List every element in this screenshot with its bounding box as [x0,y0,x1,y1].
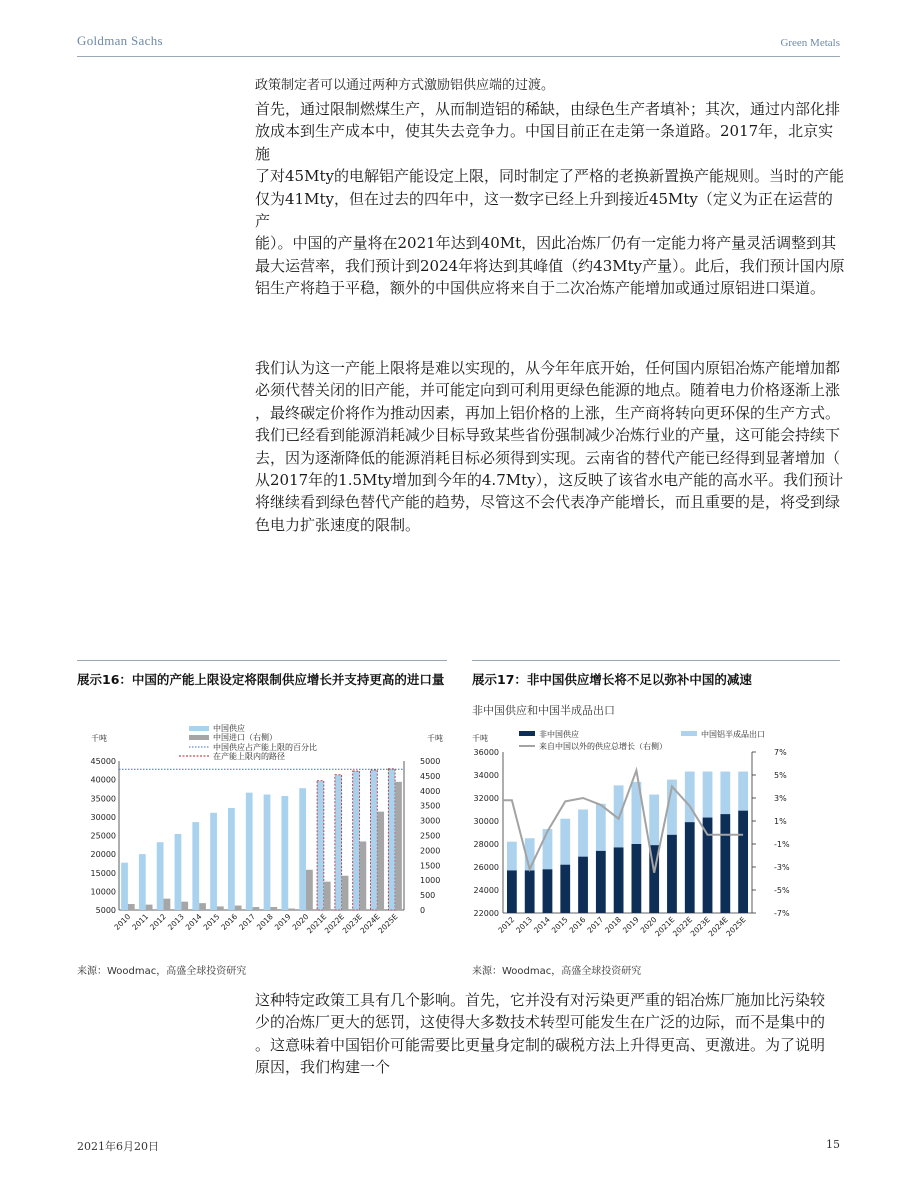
supply-bar [157,842,164,910]
right-tick-label: 1000 [420,876,441,886]
x-tick-label: 2012 [148,912,168,932]
left-unit-label: 千吨 [91,734,107,743]
legend-label: 在产能上限内的路径 [213,752,285,761]
right-tick-label: 4500 [420,771,441,781]
supply-bar [720,814,730,913]
supply-bar [543,869,553,913]
import-bar [217,906,224,910]
supply-bar [175,834,182,910]
import-bar [199,903,206,910]
chart16-source: 来源：Woodmac，高盛全球投资研究 [77,966,247,977]
semis-bar [703,772,713,818]
import-bar [306,870,313,910]
right-unit-label: 千吨 [427,734,443,743]
left-tick-label: 34000 [473,771,499,780]
x-tick-label: 2010 [112,912,133,932]
x-tick-label: 2019 [620,915,641,935]
supply-bar [388,769,395,910]
semis-bar [649,795,659,846]
supply-bar [525,870,535,913]
brand-name: Goldman Sachs [77,33,163,48]
x-tick-label: 2024E [358,912,382,936]
line: 最大运营率，我们预计到2024年将达到其峰值（约43Mty产量）。此后，我们预计国内原 [255,256,845,275]
x-tick-label: 2018 [254,912,275,932]
semis-bar [685,772,695,823]
left-tick-label: 32000 [473,794,499,803]
import-bar [359,841,366,910]
legend-label: 中国进口（右侧） [213,733,277,742]
line: 放成本到生产成本中，使其失去竞争力。中国目前正在走第一条道路。2017年，北京实施 [255,122,834,163]
x-tick-label: 2013 [165,912,186,932]
left-tick-label: 28000 [473,840,499,849]
supply-bar [614,847,624,913]
semis-bar [560,819,570,865]
right-tick-label: 4000 [420,786,441,796]
paragraph-1 [255,98,845,300]
right-tick-label: 2000 [420,846,441,856]
supply-bar [507,870,517,913]
left-tick-label: 30000 [473,817,499,826]
section-name: Green Metals [780,37,840,49]
line: 必须代替关闭的旧产能，并可能定向到可利用更绿色能源的地点。随着电力价格逐渐上涨 [255,381,841,400]
supply-bar [632,844,642,913]
right-tick-label: 5% [774,771,787,780]
line: 将继续看到绿色替代产能的趋势，尽管这不会代表净产能增长，而且重要的是，将受到绿 [255,493,841,512]
supply-bar [299,788,306,910]
line: 这种特定政策工具有几个影响。首先，它并没有对污染更严重的铝冶炼厂施加比污染较 [255,991,826,1009]
line: 去，因为逐渐降低的能源消耗目标必须得到实现。云南省的替代产能已经得到显著增加（ [255,448,841,467]
x-tick-label: 2016 [567,915,588,935]
right-tick-label: 3000 [420,816,441,826]
import-bar [164,899,171,910]
line: 仅为41Mty，但在过去的四年中，这一数字已经上升到接近45Mty（定义为正在运营的产 [255,189,833,231]
supply-bar [281,796,288,910]
left-unit-label: 千吨 [472,734,488,743]
paragraph-3 [255,989,845,1079]
legend-swatch-imports [189,735,209,740]
line: 原因，我们构建一个 [255,1058,391,1077]
x-tick-label: 2021E [305,912,329,936]
chart17-subtitle: 非中国供应和中国半成品出口 [472,704,615,717]
right-tick-label: 500 [420,891,436,901]
line: 少的冶炼厂更大的惩罚，这使得大多数技术转型可能发生在广泛的边际，而不是集中的 [255,1013,826,1032]
x-tick-label: 2012 [496,915,517,935]
semis-bar [738,772,748,811]
legend-label: 中国供应 [213,724,245,733]
page-number: 15 [826,1138,840,1151]
x-tick-label: 2021E [653,915,677,939]
supply-bar [738,811,748,913]
legend-label: 非中国供应 [539,730,579,739]
chart17-source: 来源：Woodmac，高盛全球投资研究 [472,966,642,977]
chart17-canvas [472,718,842,958]
legend-label: 中国铝半成品出口 [701,730,765,739]
line: ，最终碳定价将作为推动因素，再加上铝价格的上涨，生产商将转向更环保的生产方式。 [255,403,841,422]
import-bar [342,876,349,910]
import-bar [324,882,331,910]
line: 铝生产将趋于平稳，额外的中国供应将来自于二次冶炼产能增加或通过原铝进口渠道。 [255,279,826,298]
x-tick-label: 2015 [549,915,570,935]
line: 。这意味着中国铝价可能需要比更量身定制的碳税方法上升得更高、更激进。为了说明 [255,1035,826,1054]
right-tick-label: -3% [774,863,790,872]
right-tick-label: 5000 [420,757,441,766]
legend-swatch-supply [519,731,535,736]
left-tick-label: 24000 [473,886,499,895]
x-tick-label: 2025E [724,915,748,939]
right-tick-label: 1500 [420,861,441,871]
import-bar [181,902,188,910]
semis-bar [720,772,730,815]
x-tick-label: 2023E [688,915,712,939]
x-tick-label: 2025E [376,912,400,936]
right-tick-label: -1% [774,840,790,849]
left-tick-label: 45000 [90,757,116,766]
supply-bar [353,771,360,910]
x-tick-label: 2014 [532,915,552,935]
import-bar [270,907,277,910]
right-tick-label: 0 [420,906,426,915]
x-tick-label: 2024E [706,915,730,939]
import-bar [128,904,135,910]
supply-bar [246,793,253,910]
x-tick-label: 2016 [219,912,240,932]
supply-bar [264,795,271,910]
right-tick-label: 3% [774,794,787,803]
right-tick-label: 2500 [420,831,441,841]
legend-swatch-supply [189,726,209,731]
supply-bar [192,822,199,910]
import-bar [253,907,260,910]
supply-bar [667,835,677,913]
x-tick-label: 2020 [638,915,659,935]
x-tick-label: 2017 [585,915,606,935]
supply-bar [703,818,713,913]
left-tick-label: 15000 [90,868,116,878]
x-tick-label: 2015 [201,912,222,932]
semis-bar [596,804,606,851]
x-tick-label: 2022E [322,912,347,936]
left-tick-label: 10000 [90,887,116,897]
x-tick-label: 2019 [272,912,293,932]
left-tick-label: 5000 [95,906,116,915]
supply-bar [210,813,217,910]
left-tick-label: 35000 [90,794,116,804]
left-tick-label: 26000 [473,863,499,872]
line: 从2017年的1.5Mty增加到今年的4.7Mty），这反映了该省水电产能的高水平。我们预计 [255,471,844,490]
chart16-title: 展示16：中国的产能上限设定将限制供应增长并支持更高的进口量 [77,672,445,687]
x-tick-label: 2017 [237,912,258,932]
line: 色电力扩张速度的限制。 [255,515,421,534]
legend-swatch-semis [681,731,697,736]
legend-label: 来自中国以外的供应总增长（右侧） [539,742,667,751]
supply-bar [685,822,695,913]
line: 我们认为这一产能上限将是难以实现的，从今年年底开始，任何国内原铝冶炼产能增加都 [255,359,841,377]
line: 我们已经看到能源消耗减少目标导致某些省份强制减少冶炼行业的产量，这可能会持续下 [255,426,841,445]
line: 能）。中国的产量将在2021年达到40Mt，因此冶炼厂仍有一定能力将产量灵活调整到其 [255,234,837,253]
left-tick-label: 20000 [90,850,116,860]
import-bar [235,906,242,910]
supply-bar [371,770,378,910]
supply-bar [578,857,588,913]
legend-label: 中国供应占产能上限的百分比 [213,743,317,752]
right-tick-label: -7% [774,909,790,918]
right-tick-label: 7% [774,748,787,757]
supply-bar [121,863,128,910]
supply-bar [335,775,342,910]
chart17-divider [472,660,840,661]
x-tick-label: 2020 [290,912,311,932]
semis-bar [543,829,553,869]
left-tick-label: 22000 [473,909,499,918]
left-tick-label: 40000 [90,775,116,785]
import-bar [146,905,153,910]
x-tick-label: 2011 [130,912,151,932]
supply-bar [139,854,146,910]
x-tick-label: 2023E [340,912,364,936]
supply-bar [596,851,606,913]
supply-bar [317,781,324,910]
import-bar [395,782,402,910]
x-tick-label: 2018 [603,915,624,935]
supply-bar [560,865,570,913]
left-tick-label: 30000 [90,812,116,822]
right-tick-label: 1% [774,817,787,826]
right-tick-label: -5% [774,886,790,895]
right-tick-label: 3500 [420,801,441,811]
chart16-divider [77,660,447,661]
x-tick-label: 2013 [514,915,535,935]
semis-bar [507,842,517,871]
header-divider [77,56,840,57]
left-tick-label: 36000 [473,748,499,757]
intro-line: 政策制定者可以通过两种方式激励铝供应端的过渡。 [255,78,555,93]
left-tick-label: 25000 [90,831,116,841]
supply-bar [228,808,235,910]
footer-date: 2021年6月20日 [77,1140,159,1153]
chart16-canvas [77,718,449,958]
semis-bar [578,810,588,857]
line: 了对45Mty的电解铝产能设定上限，同时制定了严格的老换新置换产能规则。当时的产能 [255,167,844,186]
chart17-title: 展示17：非中国供应增长将不足以弥补中国的减速 [472,672,752,687]
import-bar [288,909,295,910]
paragraph-2 [255,357,845,536]
x-tick-label: 2014 [183,912,204,932]
import-bar [377,812,384,910]
line: 首先，通过限制燃煤生产，从而制造铝的稀缺，由绿色生产者填补；其次，通过内部化排 [255,100,841,118]
x-tick-label: 2022E [670,915,695,939]
